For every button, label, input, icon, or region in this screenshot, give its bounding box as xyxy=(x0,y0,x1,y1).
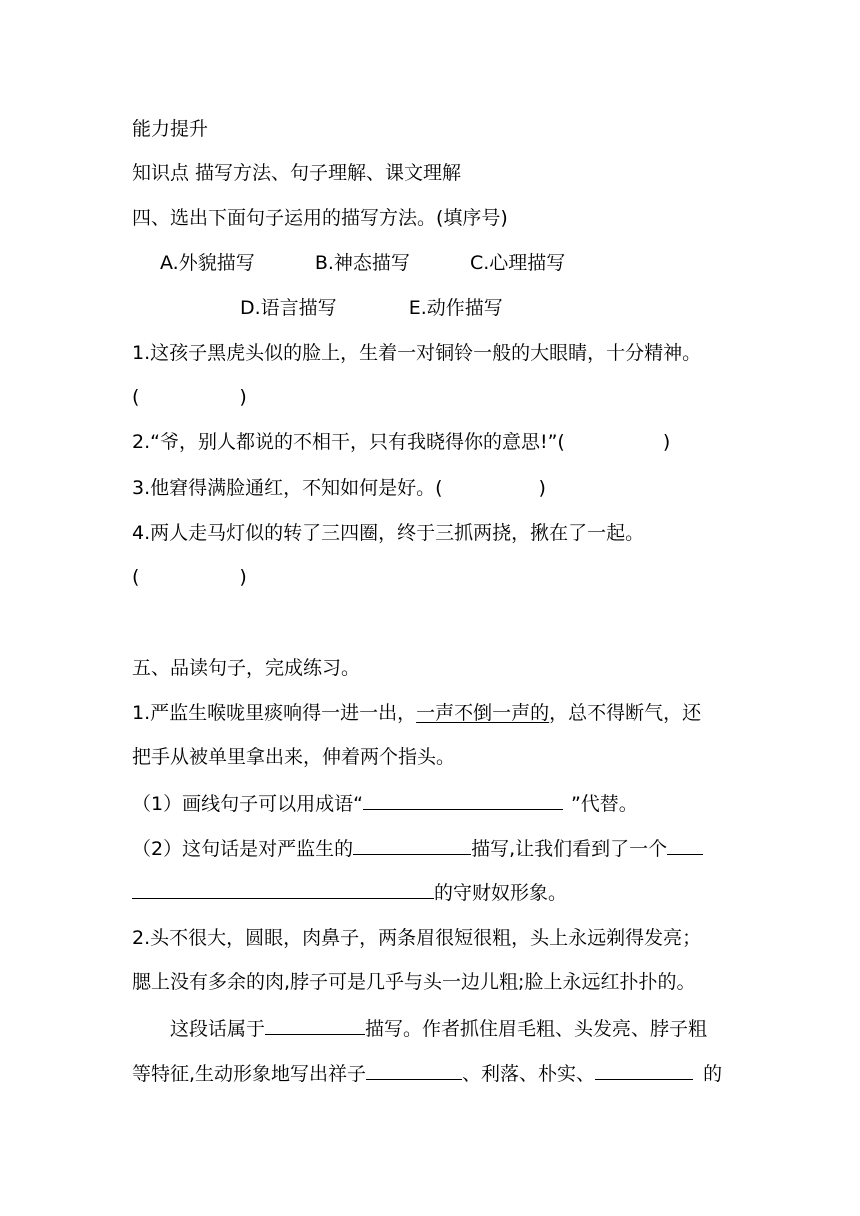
question-4-2: 2.“爷，别人都说的不相干，只有我晓得你的意思!”( ) xyxy=(132,431,671,453)
underlined-sentence: 一声不倒一声的 xyxy=(416,702,550,724)
section5-title: 五、品读句子，完成练习。 xyxy=(132,657,361,679)
passage-1-line-2: 把手从被单里拿出来，伸着两个指头。 xyxy=(132,746,456,768)
knowledge-points: 知识点 描写方法、句子理解、课文理解 xyxy=(132,162,462,184)
section4-title: 四、选出下面句子运用的描写方法。(填序号) xyxy=(132,207,508,229)
passage-1-line-1: 1.严监生喉咙里痰响得一进一出，一声不倒一声的，总不得断气，还 xyxy=(132,702,702,724)
question-5-2: 这段话属于 描写。作者抓住眉毛粗、头发亮、脖子粗 xyxy=(170,1018,708,1040)
options-row-1 xyxy=(160,251,565,275)
option-d: D.语言描写 xyxy=(240,297,337,319)
question-4-4: 4.两人走马灯似的转了三四圈，终于三抓两挠，揪在了一起。 xyxy=(132,522,645,544)
section-heading: 能力提升 xyxy=(132,118,209,140)
option-e: E.动作描写 xyxy=(408,297,503,319)
description-type-blank-2[interactable] xyxy=(265,1016,365,1035)
image-blank-start[interactable] xyxy=(667,836,703,855)
answer-paren-4[interactable]: ( ) xyxy=(132,566,247,588)
options-row-2 xyxy=(240,296,503,320)
passage-2-line-1: 2.头不很大，圆眼，肉鼻子，两条眉很短很粗，头上永远剃得发亮； xyxy=(132,927,702,949)
question-5-1-2-cont: 的守财奴形象。 xyxy=(132,880,567,905)
idiom-blank[interactable] xyxy=(363,791,563,810)
description-type-blank[interactable] xyxy=(353,836,471,855)
question-5-1-2: （2）这句话是对严监生的 描写,让我们看到了一个 xyxy=(132,836,703,861)
question-5-1-1: （1）画线句子可以用成语“ ”代替。 xyxy=(132,793,638,815)
passage-2-line-2: 腮上没有多余的肉,脖子可是几乎与头一边儿粗;脸上永远红扑扑的。 xyxy=(132,971,696,993)
question-5-2-cont: 等特征,生动形象地写出祥子 、利落、朴实、 的 xyxy=(132,1063,723,1085)
option-c: C.心理描写 xyxy=(469,252,566,274)
question-4-1: 1.这孩子黑虎头似的脸上，生着一对铜铃一般的大眼睛，十分精神。 xyxy=(132,342,702,364)
trait-blank-1[interactable] xyxy=(366,1061,462,1080)
answer-paren-1[interactable]: ( ) xyxy=(132,386,247,408)
image-blank[interactable] xyxy=(132,880,434,899)
option-a: A.外貌描写 xyxy=(160,252,255,274)
trait-blank-2[interactable] xyxy=(595,1061,693,1080)
question-4-3: 3.他窘得满脸通红，不知如何是好。( ) xyxy=(132,477,546,499)
option-b: B.神态描写 xyxy=(314,252,410,274)
